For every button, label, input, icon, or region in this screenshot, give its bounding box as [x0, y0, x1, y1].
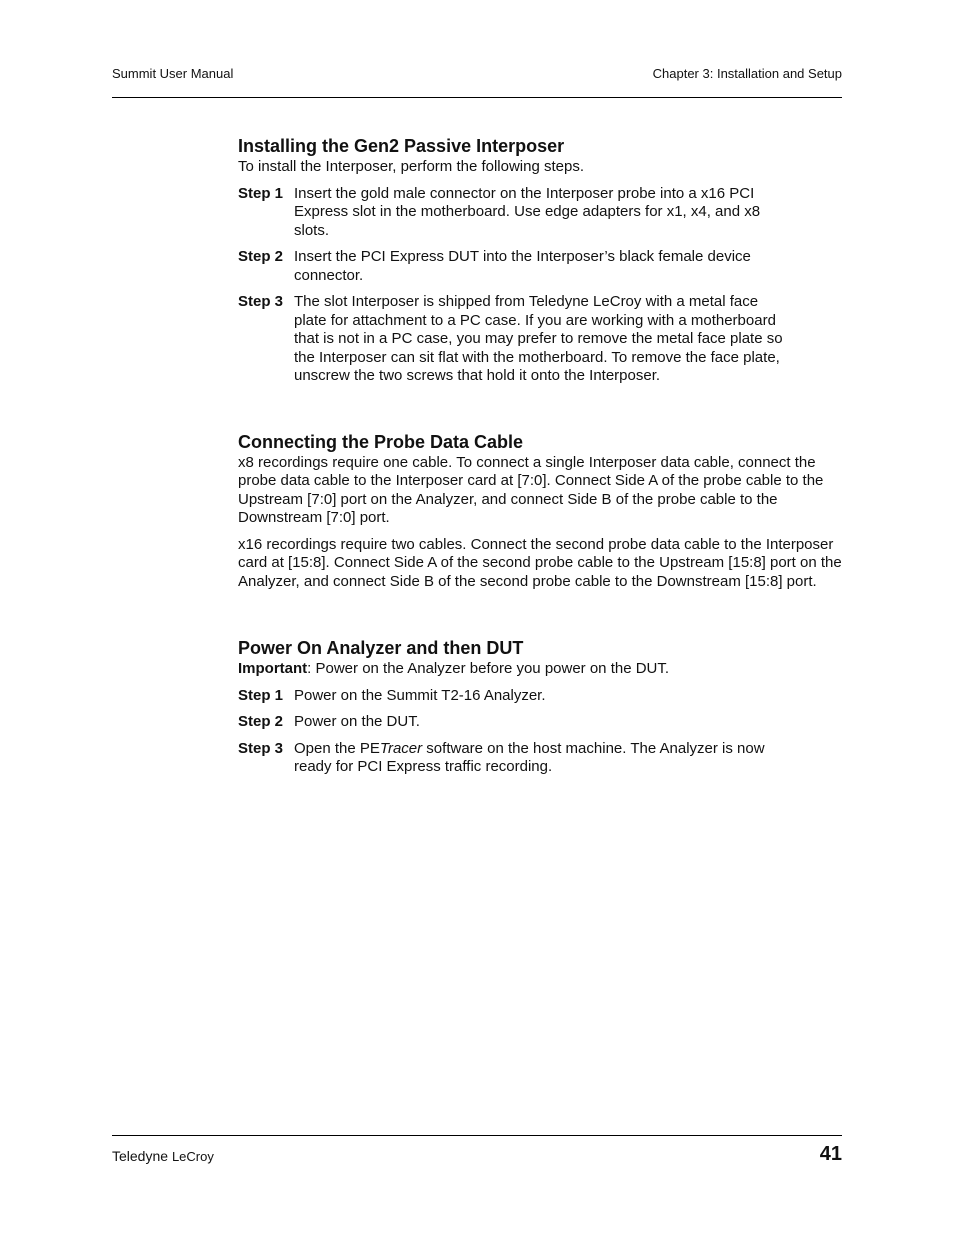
important-note [238, 660, 842, 679]
footer-divider [112, 1135, 842, 1136]
software-name-italic: Tracer [379, 739, 423, 757]
step-label: Step 3 [238, 739, 284, 757]
step-text: Power on the DUT. [294, 713, 420, 730]
step-text: The slot Interposer is shipped from Teledyne LeCroy with a metal face plate for attachment to a PC case. If you are working with a motherboard that is not in a PC case, you may prefer to remove the metal face plate so the Interposer can sit flat with the motherboard. To remove the face plate, unscrew the two screws that hold it onto the Interposer. [294, 293, 783, 384]
step-label: Step 1 [238, 184, 284, 202]
footer-company [112, 1147, 214, 1166]
step-label: Step 2 [238, 248, 284, 265]
header-divider [112, 97, 842, 98]
step-text [294, 740, 786, 777]
section-power-on [238, 636, 842, 777]
step-text-end: software on the host machine. The Analyzer is now ready for PCI Express traffic recording. [294, 739, 765, 775]
step-text: Power on the Summit T2-16 Analyzer. [294, 686, 546, 704]
section-probe-data-cable [238, 430, 842, 592]
company-name: Teledyne [112, 1148, 169, 1164]
step-item [238, 713, 842, 732]
page-content [238, 134, 842, 777]
section-installing-interposer [238, 134, 842, 386]
important-text: : Power on the Analyzer before you power on the DUT. [307, 660, 670, 677]
company-name-small: LeCroy [171, 1149, 214, 1164]
step-text-start: Open the PE [294, 739, 380, 757]
paragraph: x16 recordings require two cables. Connect the second probe data cable to the Interposer card at [15:8]. Connect Side A of the second probe cable to the Upstream [15:8] port on the Analyzer, and connect Side B of the second probe cable to the Downstream [15:8] port. [238, 535, 842, 590]
step-label: Step 2 [238, 713, 284, 730]
section-heading: Power On Analyzer and then DUT [238, 638, 524, 658]
important-label: Important [238, 660, 308, 677]
step-label: Step 3 [238, 293, 284, 310]
step-item [238, 185, 842, 241]
section-intro: To install the Interposer, perform the following steps. [238, 158, 585, 175]
step-text: Insert the PCI Express DUT into the Interposer’s black female device connector. [294, 248, 751, 284]
step-item [238, 687, 842, 706]
manual-title: Summit User Manual [112, 66, 234, 81]
step-item [238, 248, 842, 285]
paragraph: x8 recordings require one cable. To connect a single Interposer data cable, connect the probe data cable to the Interposer card at [7:0]. Connect Side A of the probe cable to the Upstream [7:0] port on the Analyzer, and connect Side B of the probe cable to the Downstream [7:0] port. [238, 453, 824, 526]
step-item [238, 293, 842, 386]
step-label: Step 1 [238, 686, 284, 704]
step-item [238, 740, 842, 777]
chapter-title: Chapter 3: Installation and Setup [652, 66, 842, 81]
section-heading: Installing the Gen2 Passive Interposer [238, 136, 565, 156]
step-text: Insert the gold male connector on the Interposer probe into a x16 PCI Express slot in the motherboard. Use edge adapters for x1, x4, and x8 slots. [294, 184, 761, 239]
section-heading: Connecting the Probe Data Cable [238, 431, 524, 452]
page-number: 41 [819, 1143, 842, 1165]
